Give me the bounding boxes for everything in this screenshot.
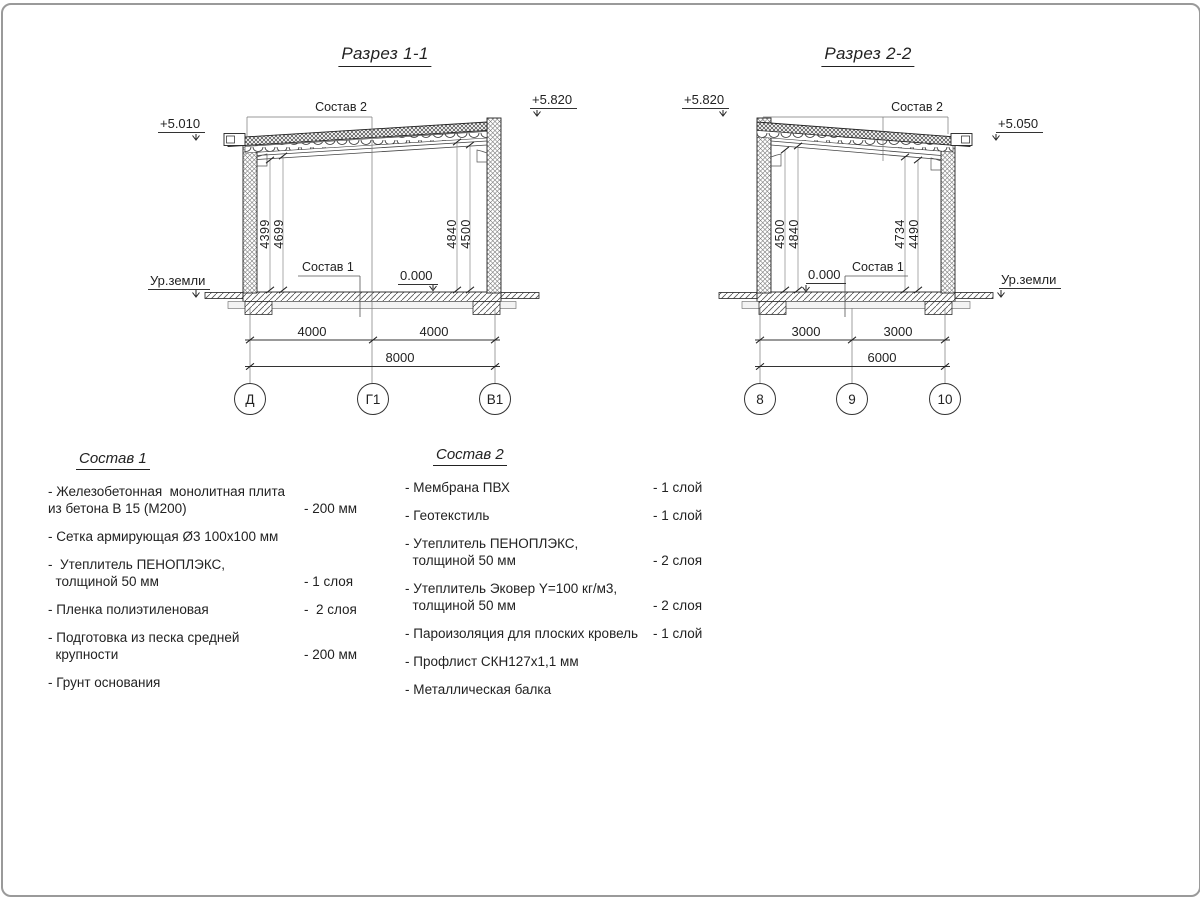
item-line: - Профлист СКН127х1,1 мм [405, 654, 579, 669]
item-line: - Грунт основания [48, 675, 161, 690]
item-line: - Утеплитель Эковер Y=100 кг/м3, [405, 581, 618, 596]
item-line: - Металлическая балка [405, 682, 552, 697]
section-2-2-drawing [719, 110, 1005, 383]
list-item [48, 556, 388, 590]
item-line: крупности [48, 647, 119, 662]
item-value: - 1 слой [653, 508, 703, 523]
list-item [48, 674, 388, 691]
list-item [48, 528, 388, 545]
item-line: - Мембрана ПВХ [405, 480, 510, 495]
item-value: - 1 слой [653, 626, 703, 641]
axis-bubble: В1 [479, 383, 511, 415]
elevation-mark-5820-right: +5.820 [682, 92, 729, 109]
item-line: толщиной 50 мм [405, 598, 516, 613]
item-line: из бетона В 15 (М200) [48, 501, 187, 516]
vertical-dim: 4490 [907, 219, 921, 249]
item-line: - Утеплитель ПЕНОПЛЭКС, [405, 536, 579, 551]
zero-level-mark: 0.000 [398, 268, 438, 285]
sostav1-callout: Состав 1 [302, 260, 354, 274]
elevation-mark-5010: +5.010 [158, 116, 205, 133]
total-dim: 6000 [867, 350, 897, 365]
axis-bubble: Г1 [357, 383, 389, 415]
section-2-2-title: Разрез 2-2 [821, 44, 914, 67]
list-item [405, 681, 725, 698]
elevation-mark-5820-left: +5.820 [530, 92, 577, 109]
ground-level-label: Ур.земли [148, 273, 210, 290]
axis-bubble: 8 [744, 383, 776, 415]
axis-bubble: 10 [929, 383, 961, 415]
vertical-dim: 4699 [272, 219, 286, 249]
sostav2-callout: Состав 2 [315, 100, 367, 114]
list-item [48, 483, 388, 517]
elevation-mark-5050: +5.050 [996, 116, 1043, 133]
vertical-dim: 4500 [773, 219, 787, 249]
vertical-dim: 4734 [893, 219, 907, 249]
section-1-1-title: Разрез 1-1 [338, 44, 431, 67]
section-1-1-drawing [193, 110, 541, 383]
vertical-dim: 4840 [445, 219, 459, 249]
item-line: - Пароизоляция для плоских кровель [405, 626, 639, 641]
list-item [405, 625, 725, 642]
list-item [405, 535, 725, 569]
item-value: - 2 слоя [304, 602, 357, 617]
axis-bubble: 9 [836, 383, 868, 415]
item-line: - Сетка армирующая Ø3 100x100 мм [48, 529, 279, 544]
span-dim: 3000 [883, 324, 913, 339]
list-item [405, 507, 725, 524]
item-value: - 2 слоя [653, 598, 703, 613]
item-value: - 2 слоя [653, 553, 703, 568]
item-line: - Геотекстиль [405, 508, 490, 523]
composition-1-list [48, 450, 388, 702]
list-item [405, 653, 725, 670]
total-dim: 8000 [385, 350, 415, 365]
list-item [48, 601, 388, 618]
item-value: - 1 слой [653, 480, 703, 495]
sostav1-callout: Состав 1 [852, 260, 904, 274]
composition-2-list [405, 446, 725, 709]
item-line: толщиной 50 мм [405, 553, 516, 568]
composition-2-heading: Состав 2 [433, 446, 507, 466]
vertical-dim: 4399 [258, 219, 272, 249]
vertical-dim: 4840 [787, 219, 801, 249]
span-dim: 4000 [419, 324, 449, 339]
item-value: - 1 слоя [304, 574, 354, 589]
item-value: - 200 мм [304, 647, 358, 662]
item-value: - 200 мм [304, 501, 358, 516]
list-item [405, 580, 725, 614]
zero-level-mark: 0.000 [806, 267, 846, 284]
list-item [405, 479, 725, 496]
sostav2-callout: Состав 2 [891, 100, 943, 114]
ground-level-label: Ур.земли [999, 272, 1061, 289]
item-line: толщиной 50 мм [48, 574, 159, 589]
span-dim: 4000 [297, 324, 327, 339]
vertical-dim: 4500 [459, 219, 473, 249]
item-line: - Утеплитель ПЕНОПЛЭКС, [48, 557, 226, 572]
item-line: - Пленка полиэтиленовая [48, 602, 209, 617]
axis-bubble: Д [234, 383, 266, 415]
composition-1-heading: Состав 1 [76, 450, 150, 470]
list-item [48, 629, 388, 663]
span-dim: 3000 [791, 324, 821, 339]
item-line: - Подготовка из песка средней [48, 630, 240, 645]
item-line: - Железобетонная монолитная плита [48, 484, 286, 499]
